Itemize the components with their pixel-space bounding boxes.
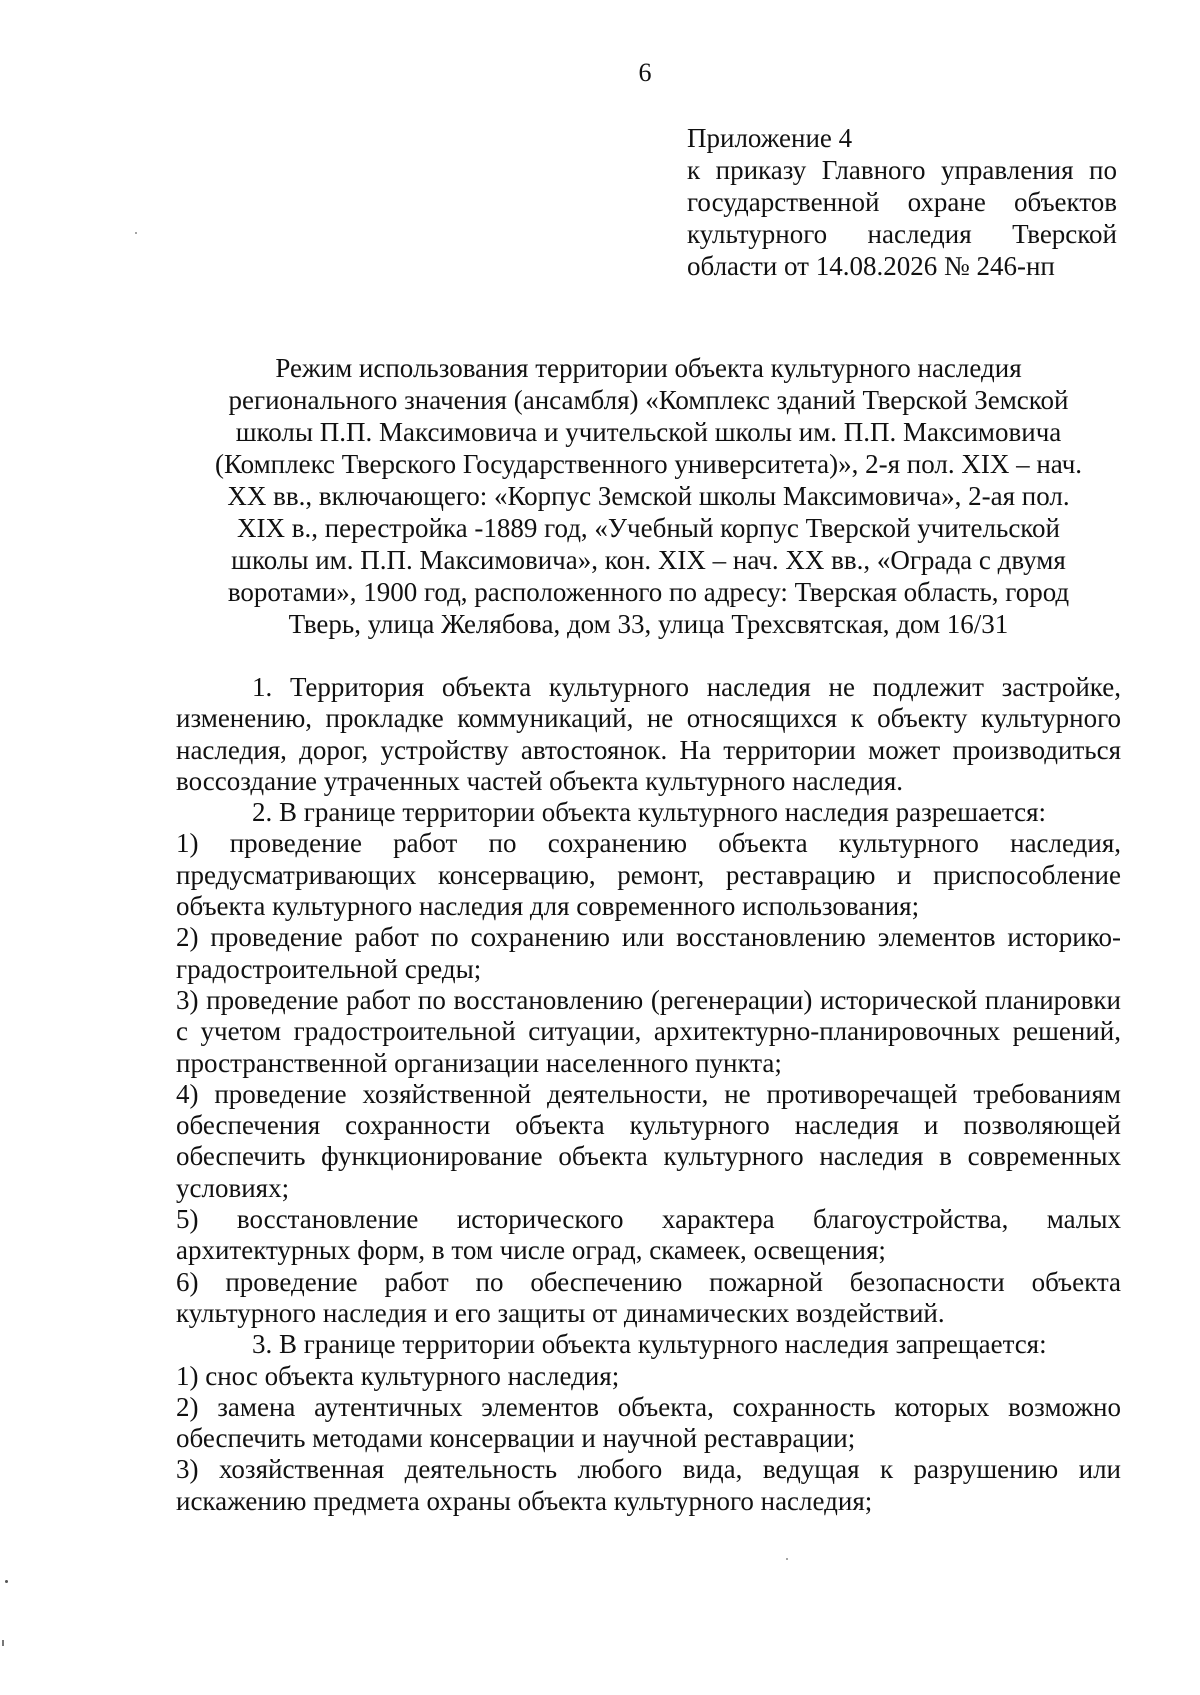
title-line: (Комплекс Тверского Государственного университета)», 2-я пол. XIX – нач. [214, 449, 1083, 479]
appendix-line: Приложение 4 [687, 123, 853, 153]
list-item: 4) проведение хозяйственной деятельности, не противоречащей требованиям обеспечения сохранности объекта культурного наследия и позволяющей обеспечить функционирование объекта культурного наследия в современных условиях; [176, 1078, 1121, 1203]
document-body [176, 672, 1121, 1517]
title-line: воротами», 1900 год, расположенного по адресу: Тверская область, город [227, 577, 1070, 607]
scan-speck [2, 1640, 4, 1646]
appendix-header [687, 122, 1117, 282]
appendix-line: области от 14.08.2026 № 246-нп [687, 251, 1055, 281]
list-item: 3) проведение работ по восстановлению (регенерации) исторической планировки с учетом градостроительной ситуации, архитектурно-планировочных решений, пространственной организации населенного пункта; [176, 984, 1121, 1078]
list-item: 5) восстановление исторического характера благоустройства, малых архитектурных форм, в том числе оград, скамеек, освещения; [176, 1204, 1121, 1266]
title-line: регионального значения (ансамбля) «Комплекс зданий Тверской Земской [228, 385, 1069, 415]
list-item: 1) проведение работ по сохранению объекта культурного наследия, предусматривающих консервацию, ремонт, реставрацию и приспособление объекта культурного наследия для современного использования; [176, 828, 1121, 922]
paragraph-1: 1. Территория объекта культурного наследия не подлежит застройке, изменению, прокладке коммуникаций, не относящихся к объекту культурного наследия, дорог, устройству автостоянок. На территории может производиться воссоздание утраченных частей объекта культурного наследия. [176, 672, 1121, 796]
list-item: 6) проведение работ по обеспечению пожарной безопасности объекта культурного наследия и его защиты от динамических воздействий. [176, 1266, 1121, 1328]
title-line: Режим использования территории объекта культурного наследия [275, 353, 1022, 383]
paragraph-2-heading: 2. В границе территории объекта культурного наследия разрешается: [252, 797, 1047, 828]
page-number: 6 [638, 58, 652, 87]
appendix-line: государственной охране объектов [687, 187, 1117, 217]
list-item: 1) снос объекта культурного наследия; [176, 1360, 620, 1391]
scan-speck [5, 1580, 8, 1583]
list-item: 2) проведение работ по сохранению или восстановлению элементов историко-градостроительной среды; [176, 922, 1121, 984]
title-line: XX вв., включающего: «Корпус Земской школы Максимовича», 2-ая пол. [227, 481, 1070, 511]
title-line: школы им. П.П. Максимовича», кон. XIX – нач. XX вв., «Ограда с двумя [231, 545, 1066, 575]
scan-speck [786, 1558, 788, 1560]
list-item: 2) замена аутентичных элементов объекта, сохранность которых возможно обеспечить методами консервации и научной реставрации; [176, 1391, 1121, 1454]
appendix-line: к приказу Главного управления по [687, 155, 1117, 185]
appendix-line: культурного наследия Тверской [687, 219, 1117, 249]
title-line: Тверь, улица Желябова, дом 33, улица Трехсвятская, дом 16/31 [288, 609, 1009, 639]
title-line: школы П.П. Максимовича и учительской школы им. П.П. Максимовича [235, 417, 1062, 447]
scan-speck [135, 232, 137, 234]
title-line: XIX в., перестройка -1889 год, «Учебный корпус Тверской учительской [237, 513, 1060, 543]
document-title [176, 352, 1121, 640]
list-item: 3) хозяйственная деятельность любого вида, ведущая к разрушению или искажению предмета охраны объекта культурного наследия; [176, 1454, 1121, 1516]
paragraph-3-heading: 3. В границе территории объекта культурного наследия запрещается: [252, 1329, 1047, 1360]
